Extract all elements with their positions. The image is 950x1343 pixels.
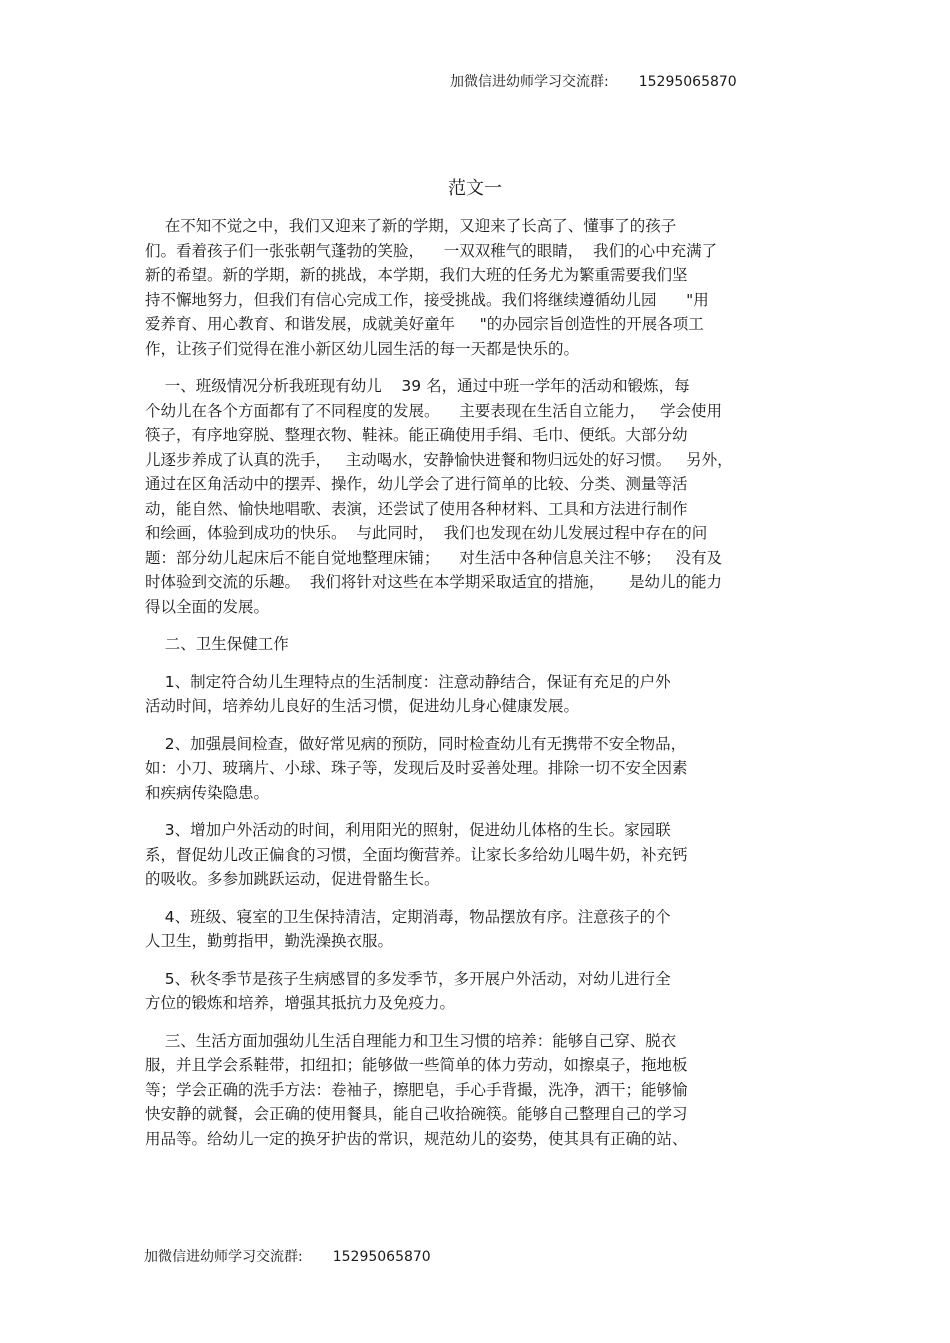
text-line: 和疾病传染隐患。 — [145, 783, 270, 802]
text-line: 方位的锻炼和培养，增强其抵抗力及免疫力。 — [145, 994, 456, 1012]
text-line: 在不知不觉之中，我们又迎来了新的学期，又迎来了长高了、懂事了的孩子 — [145, 217, 677, 235]
text-line: 人卫生，勤剪指甲，勤洗澡换衣服。 — [145, 932, 394, 950]
document-body — [145, 214, 810, 1164]
text-line: 二、卫生保健工作 — [145, 635, 289, 653]
paragraph — [145, 818, 810, 892]
text-line: 等；学会正确的洗手方法：卷袖子，擦肥皂，手心手背撮，洗净，洒干；能够愉 — [145, 1080, 688, 1099]
text-line: 筷子，有序地穿脱、整理衣物、鞋袜。能正确使用手绢、毛巾、便纸。大部分幼 — [145, 426, 688, 444]
header-contact-note — [450, 71, 737, 91]
text-line: 服，并且学会系鞋带，扣纽扣；能够做一些简单的体力劳动，如擦桌子，拖地板 — [145, 1056, 688, 1074]
text-line: 的吸收。多参加跳跃运动，促进骨骼生长。 — [145, 870, 440, 888]
paragraph — [145, 905, 810, 954]
text-line: 活动时间，培养幼儿良好的生活习惯，促进幼儿身心健康发展。 — [145, 697, 580, 715]
text-line: 题：部分幼儿起床后不能自觉地整理床铺； 对生活中各种信息关注不够； 没有及 — [145, 548, 722, 567]
header-contact-number: 15295065870 — [638, 74, 737, 90]
header-contact-label: 加微信进幼师学习交流群: — [450, 74, 609, 90]
text-line: 们。看着孩子们一张张朝气蓬勃的笑脸， 一双双稚气的眼睛， 我们的心中充满了 — [145, 241, 718, 260]
text-line: 用品等。给幼儿一定的换牙护齿的常识，规范幼儿的姿势，使其具有正确的站、 — [145, 1129, 688, 1148]
text-line: 3、增加户外活动的时间，利用阳光的照射，促进幼儿体格的生长。家园联 — [145, 821, 671, 839]
paragraph — [145, 1029, 810, 1152]
text-line: 新的希望。新的学期，新的挑战，本学期，我们大班的任务尤为繁重需要我们坚 — [145, 266, 688, 284]
text-line: 爱养育、用心教育、和谐发展，成就美好童年 "的办园宗旨创造性的开展各项工 — [145, 315, 704, 333]
paragraph — [145, 670, 810, 719]
text-line: 时体验到交流的乐趣。 我们将针对这些在本学期采取适宜的措施， 是幼儿的能力 — [145, 573, 722, 591]
text-line: 通过在区角活动中的摆弄、操作，幼儿学会了进行简单的比较、分类、测量等活 — [145, 475, 688, 493]
paragraph — [145, 214, 810, 361]
paragraph — [145, 374, 810, 619]
text-line: 系，督促幼儿改正偏食的习惯，全面均衡营养。让家长多给幼儿喝牛奶，补充钙 — [145, 845, 688, 864]
text-line: 如：小刀、玻璃片、小球、珠子等，发现后及时妥善处理。排除一切不安全因素 — [145, 759, 688, 777]
footer-contact-number: 15295065870 — [332, 1249, 431, 1265]
text-line: 5、秋冬季节是孩子生病感冒的多发季节，多开展户外活动，对幼儿进行全 — [145, 969, 671, 988]
text-line: 持不懈地努力，但我们有信心完成工作，接受挑战。我们将继续遵循幼儿园 "用 — [145, 290, 709, 309]
text-line: 和绘画，体验到成功的快乐。 与此同时， 我们也发现在幼儿发展过程中存在的问 — [145, 524, 708, 542]
text-line: 个幼儿在各个方面都有了不同程度的发展。 主要表现在生活自立能力， 学会使用 — [145, 401, 722, 420]
footer-contact-note — [144, 1246, 431, 1266]
text-line: 得以全面的发展。 — [145, 597, 270, 616]
text-line: 动，能自然、愉快地唱歌、表演，还尝试了使用各种材料、工具和方法进行制作 — [145, 499, 688, 518]
paragraph — [145, 967, 810, 1016]
footer-contact-label: 加微信进幼师学习交流群: — [144, 1249, 303, 1265]
text-line: 4、班级、寝室的卫生保持清洁，定期消毒，物品摆放有序。注意孩子的个 — [145, 907, 671, 926]
text-line: 儿逐步养成了认真的洗手， 主动喝水，安静愉快进餐和物归远处的好习惯。 另外， — [145, 450, 733, 469]
text-line: 快安静的就餐，会正确的使用餐具，能自己收拾碗筷。能够自己整理自己的学习 — [145, 1105, 688, 1123]
paragraph — [145, 632, 810, 657]
text-line: 三、生活方面加强幼儿生活自理能力和卫生习惯的培养：能够自己穿、脱衣 — [145, 1031, 677, 1050]
text-line: 一、班级情况分析我班现有幼儿 39 名，通过中班一学年的活动和锻炼，每 — [145, 377, 690, 395]
text-line: 作，让孩子们觉得在淮小新区幼儿园生活的每一天都是快乐的。 — [145, 339, 580, 358]
paragraph — [145, 732, 810, 806]
text-line: 1、制定符合幼儿生理特点的生活制度：注意动静结合，保证有充足的户外 — [145, 672, 671, 691]
text-line: 2、加强晨间检查，做好常见病的预防，同时检查幼儿有无携带不安全物品， — [145, 734, 687, 753]
document-title: 范文一 — [448, 178, 502, 199]
